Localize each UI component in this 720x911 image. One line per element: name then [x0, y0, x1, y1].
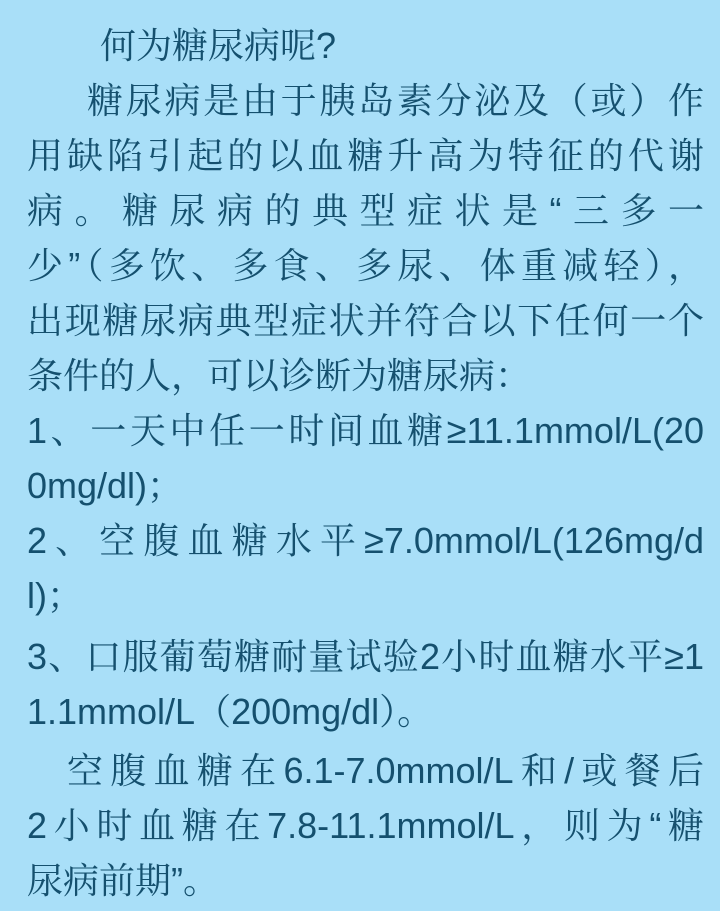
criterion-2-line: 2、空腹血糖水平≥7.0mmol/L(126mg/d	[27, 520, 704, 561]
criterion-1-line: 1、一天中任一时间血糖≥11.1mmol/L(20	[27, 410, 704, 451]
text-line: 出现糖尿病典型症状并符合以下任何一个	[27, 300, 704, 341]
text-line: 病。糖尿病的典型症状是“三多一	[27, 190, 704, 231]
criterion-2-line: l)；	[27, 575, 83, 616]
text-line: 空腹血糖在6.1-7.0mmol/L和/或餐后	[67, 750, 704, 791]
text-line: 糖尿病是由于胰岛素分泌及（或）作	[87, 80, 704, 121]
text-line: 少”（多饮、多食、多尿、体重减轻），	[27, 245, 704, 286]
text-line: 尿病前期”。	[27, 860, 219, 901]
text-line: 条件的人，可以诊断为糖尿病：	[27, 355, 532, 396]
criterion-3-line: 1.1mmol/L（200mg/dl）。	[27, 691, 434, 732]
text-line: 用缺陷引起的以血糖升高为特征的代谢	[27, 135, 704, 176]
article-title-line: 何为糖尿病呢?	[100, 25, 337, 66]
criterion-1-line: 0mg/dl)；	[27, 465, 184, 506]
criterion-3-line: 3、口服葡萄糖耐量试验2小时血糖水平≥1	[27, 636, 704, 677]
text-line: 2小时血糖在7.8-11.1mmol/L，则为“糖	[27, 805, 704, 846]
